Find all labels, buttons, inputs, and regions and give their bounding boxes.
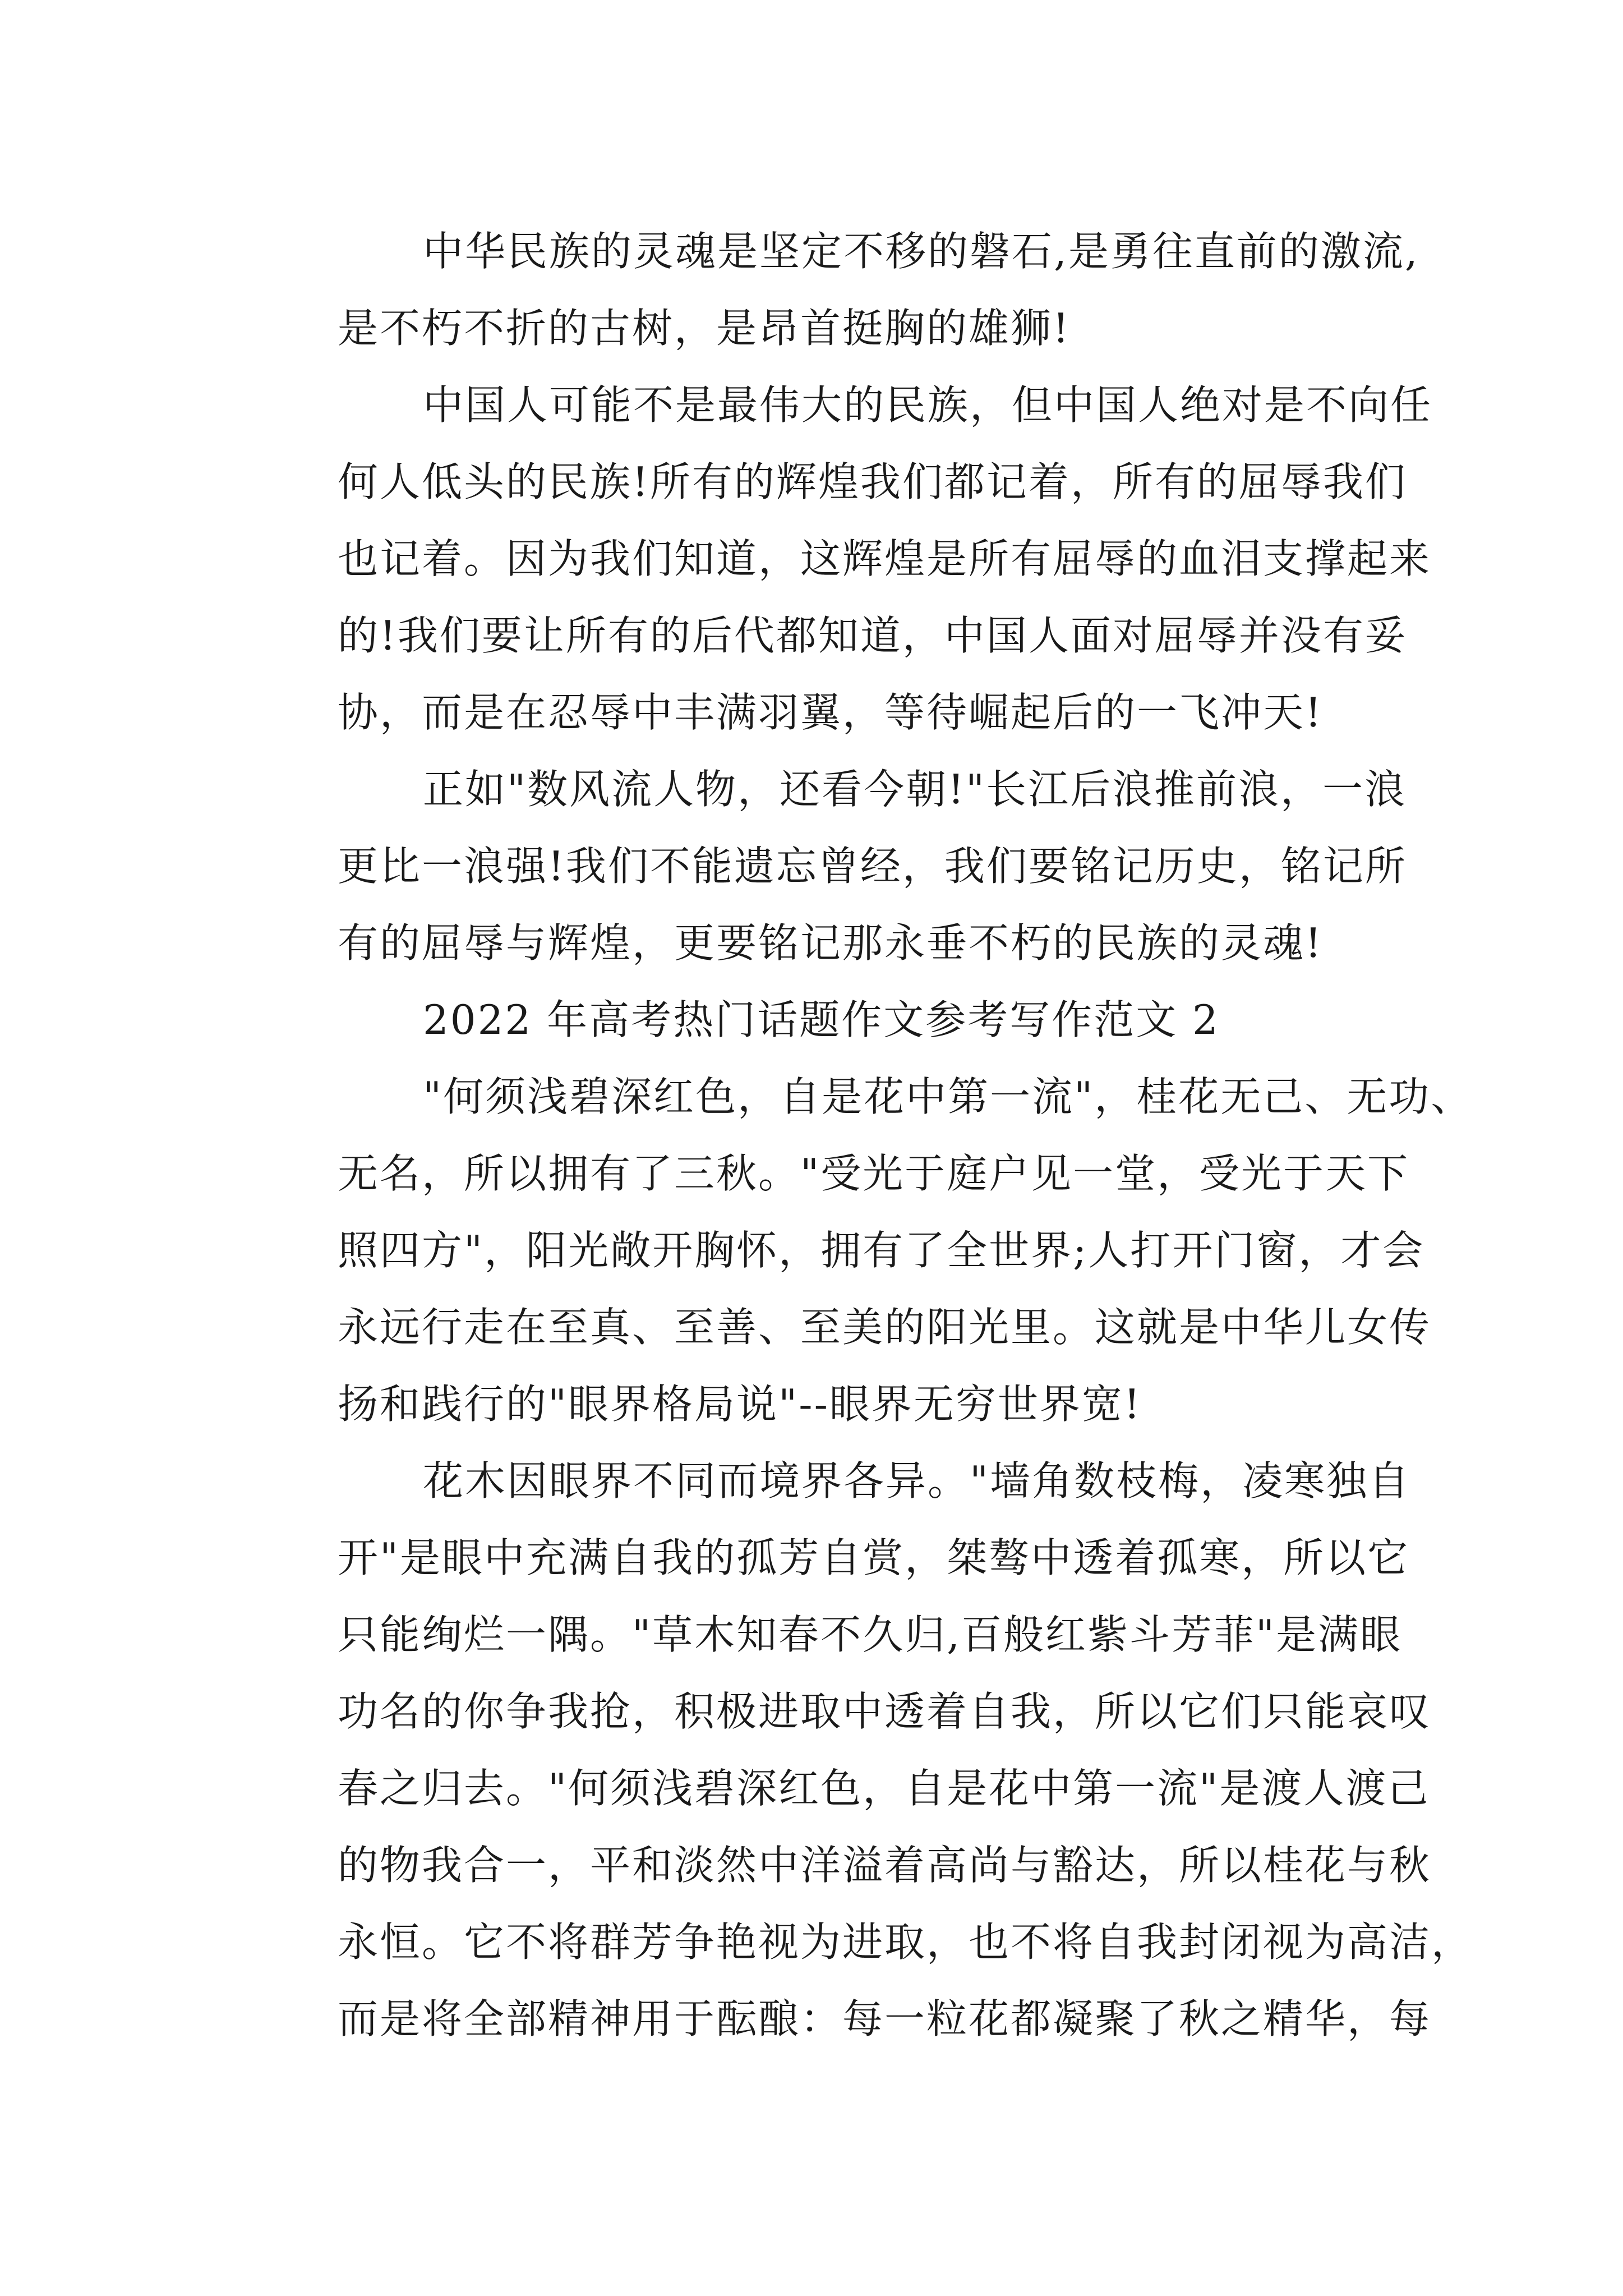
text-line: 的!我们要让所有的后代都知道，中国人面对屈辱并没有妥	[338, 612, 1407, 659]
text-line: 更比一浪强!我们不能遗忘曾经，我们要铭记历史，铭记所	[338, 843, 1407, 890]
paragraph-4	[252, 1059, 1473, 1443]
paragraph-2	[252, 367, 1436, 751]
paragraph-3	[252, 751, 1436, 982]
text-line: 是不朽不折的古树，是昂首挺胸的雄狮!	[338, 305, 1071, 352]
text-line: 永远行走在至真、至善、至美的阳光里。这就是中华儿女传	[338, 1304, 1432, 1351]
text-line: 功名的你争我抢，积极进取中透着自我，所以它们只能哀叹	[338, 1688, 1432, 1735]
text-line: 中华民族的灵魂是坚定不移的磐石,是勇往直前的激流,	[423, 228, 1419, 275]
document-body	[252, 213, 1474, 2058]
text-line: 的物我合一，平和淡然中洋溢着高尚与豁达，所以桂花与秋	[338, 1842, 1432, 1889]
text-line: 正如"数风流人物，还看今朝!"长江后浪推前浪，一浪	[423, 766, 1407, 813]
text-line: 扬和践行的"眼界格局说"--眼界无穷世界宽!	[338, 1381, 1142, 1428]
text-line: 无名，所以拥有了三秋。"受光于庭户见一堂，受光于天下	[338, 1150, 1410, 1197]
text-line: 只能绚烂一隅。"草木知春不久归,百般红紫斗芳菲"是满眼	[338, 1611, 1403, 1658]
text-line: 有的屈辱与辉煌，更要铭记那永垂不朽的民族的灵魂!	[338, 919, 1323, 967]
paragraph-1	[252, 213, 1436, 367]
heading-line: 2022 年高考热门话题作文参考写作范文 2	[423, 996, 1220, 1043]
paragraph-5	[252, 1443, 1474, 2058]
text-line: 花木因眼界不同而境界各异。"墙角数枝梅，凌寒独自	[423, 1457, 1411, 1504]
section-heading	[252, 982, 1436, 1059]
text-line: 何人低头的民族!所有的辉煌我们都记着，所有的屈辱我们	[338, 458, 1407, 505]
text-line: 照四方"，阳光敞开胸怀，拥有了全世界;人打开门窗，才会	[338, 1227, 1425, 1274]
text-line: 永恒。它不将群芳争艳视为进取，也不将自我封闭视为高洁，	[338, 1918, 1474, 1966]
text-line: 春之归去。"何须浅碧深红色，自是花中第一流"是渡人渡己	[338, 1765, 1430, 1812]
text-line: 协，而是在忍辱中丰满羽翼，等待崛起后的一飞冲天!	[338, 689, 1323, 736]
text-line: 开"是眼中充满自我的孤芳自赏，桀骜中透着孤寒，所以它	[338, 1534, 1410, 1581]
text-line: 中国人可能不是最伟大的民族，但中国人绝对是不向任	[423, 381, 1433, 429]
text-line: "何须浅碧深红色，自是花中第一流"，桂花无己、无功、	[423, 1073, 1473, 1120]
text-line: 也记着。因为我们知道，这辉煌是所有屈辱的血泪支撑起来	[338, 535, 1432, 582]
text-line: 而是将全部精神用于酝酿：每一粒花都凝聚了秋之精华，每	[338, 1995, 1432, 2042]
